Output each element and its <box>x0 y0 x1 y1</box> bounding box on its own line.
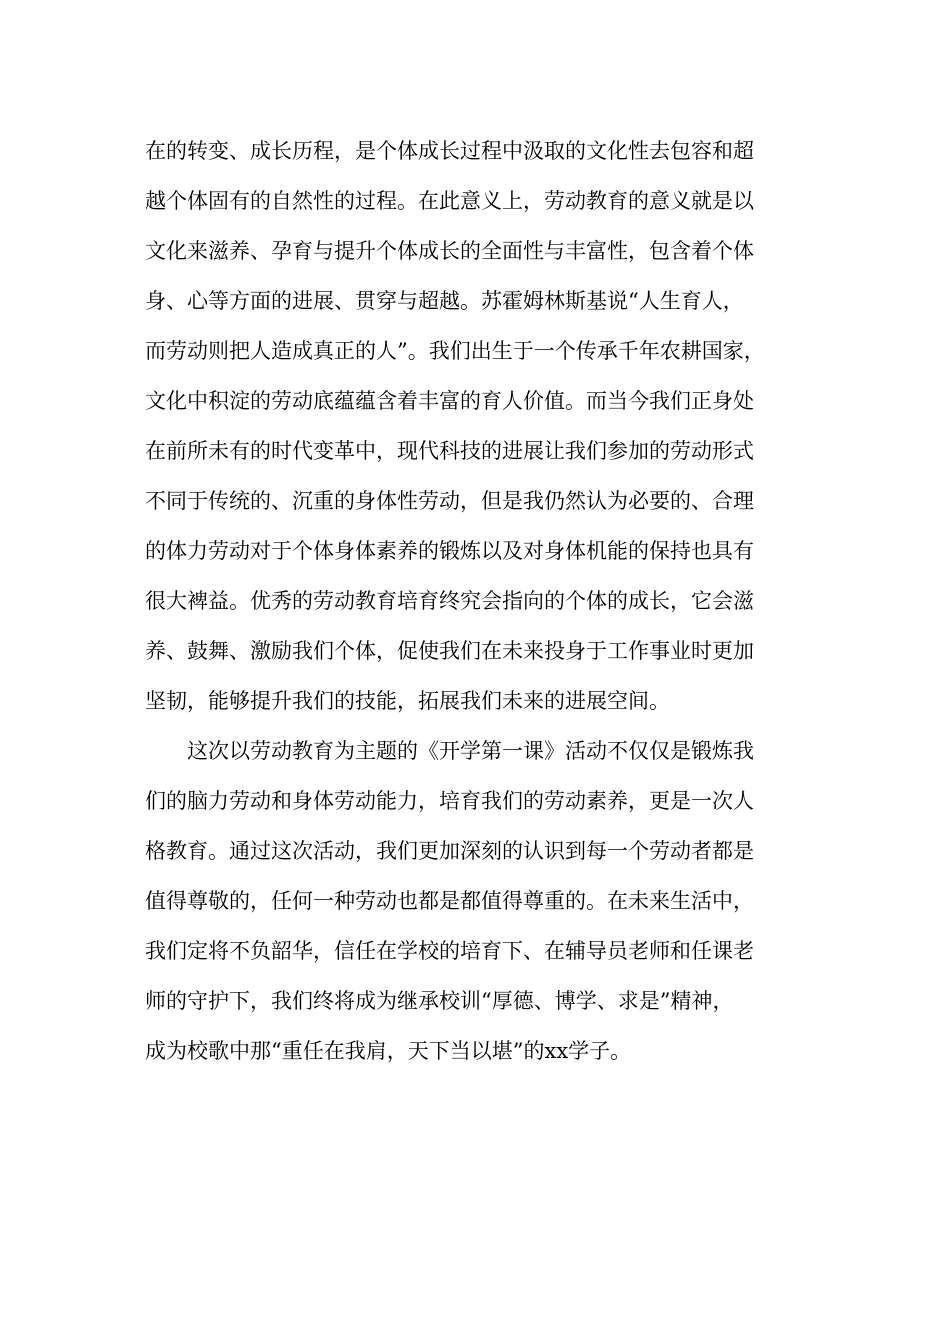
text-line: 师的守护下，我们终将成为继承校训“厚德、博学、求是”精神， <box>145 989 734 1013</box>
text-line: 文化来滋养、孕育与提升个体成长的全面性与丰富性，包含着个体 <box>145 239 754 263</box>
paragraph-2 <box>145 730 825 1080</box>
text-line: 文化中积淀的劳动底蕴蕴含着丰富的育人价值。而当今我们正身处 <box>145 389 754 413</box>
text-line: 而劳动则把人造成真正的人”。我们出生于一个传承千年农耕国家， <box>145 339 765 363</box>
paragraph-1 <box>145 130 825 730</box>
text-line: 坚韧，能够提升我们的技能，拓展我们未来的进展空间。 <box>145 689 670 713</box>
text-line: 值得尊敬的，任何一种劳动也都是都值得尊重的。在未来生活中， <box>145 889 754 913</box>
text-line: 身、心等方面的进展、贯穿与超越。苏霍姆林斯基说“人生育人， <box>145 289 744 313</box>
text-line: 养、鼓舞、激励我们个体，促使我们在未来投身于工作事业时更加 <box>145 639 754 663</box>
text-line-first-indent: 这次以劳动教育为主题的《开学第一课》活动不仅仅是锻炼我 <box>187 739 754 763</box>
text-line: 我们定将不负韶华，信任在学校的培育下、在辅导员老师和任课老 <box>145 939 754 963</box>
text-line: 不同于传统的、沉重的身体性劳动，但是我仍然认为必要的、合理 <box>145 489 754 513</box>
text-line: 越个体固有的自然性的过程。在此意义上，劳动教育的意义就是以 <box>145 189 754 213</box>
text-line: 们的脑力劳动和身体劳动能力，培育我们的劳动素养，更是一次人 <box>145 789 754 813</box>
body-text <box>145 130 825 1080</box>
text-line: 格教育。通过这次活动，我们更加深刻的认识到每一个劳动者都是 <box>145 839 754 863</box>
text-line: 的体力劳动对于个体身体素养的锻炼以及对身体机能的保持也具有 <box>145 539 754 563</box>
text-line: 成为校歌中那“重任在我肩，天下当以堪”的xx学子。 <box>145 1039 632 1063</box>
text-line: 在的转变、成长历程，是个体成长过程中汲取的文化性去包容和超 <box>145 139 754 163</box>
text-line: 很大裨益。优秀的劳动教育培育终究会指向的个体的成长，它会滋 <box>145 589 754 613</box>
text-line: 在前所未有的时代变革中，现代科技的进展让我们参加的劳动形式 <box>145 439 754 463</box>
